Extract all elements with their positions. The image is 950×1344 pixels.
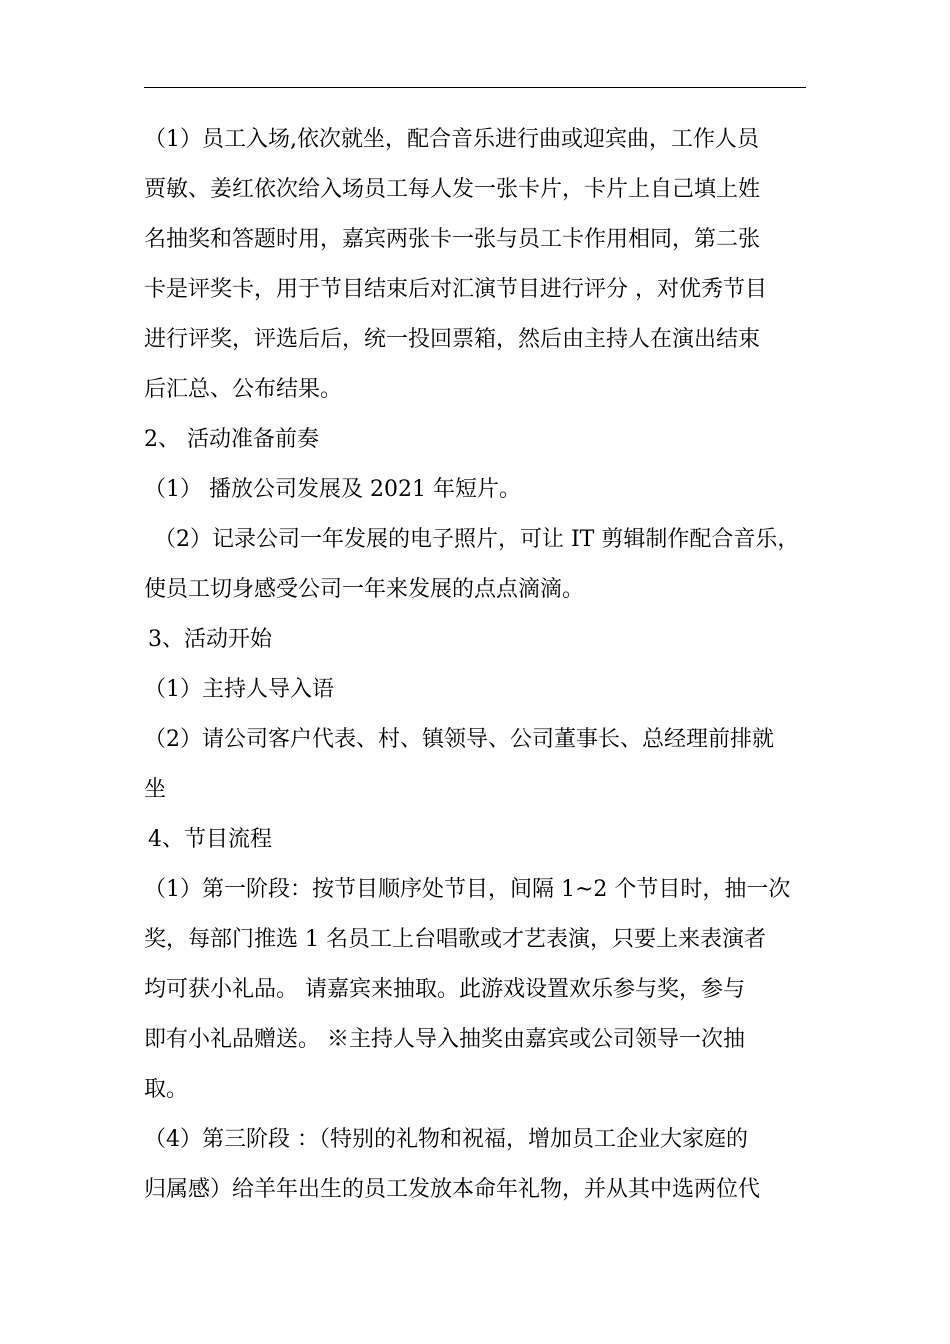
paragraph-line: 进行评奖，评选后后，统一投回票箱，然后由主持人在演出结束 — [144, 327, 761, 352]
list-item: （2）请公司客户代表、村、镇领导、公司董事长、总经理前排就 — [144, 727, 774, 752]
paragraph-line: 归属感）给羊年出生的员工发放本命年礼物，并从其中选两位代 — [144, 1177, 761, 1202]
paragraph-line: 坐 — [144, 777, 167, 802]
list-item: （1）主持人导入语 — [144, 677, 334, 702]
list-item: （1） 播放公司发展及 2021 年短片。 — [144, 477, 521, 502]
paragraph-line: 均可获小礼品。 请嘉宾来抽取。此游戏设置欢乐参与奖，参与 — [144, 977, 745, 1002]
section-heading: 3、活动开始 — [148, 627, 272, 652]
list-item: （2）记录公司一年发展的电子照片，可让 IT 剪辑制作配合音乐， — [154, 527, 800, 552]
paragraph-line: 名抽奖和答题时用，嘉宾两张卡一张与员工卡作用相同，第二张 — [144, 227, 761, 252]
paragraph-line: 贾敏、姜红依次给入场员工每人发一张卡片，卡片上自己填上姓 — [144, 177, 761, 202]
section-heading: 2、 活动准备前奏 — [144, 427, 319, 452]
paragraph-line: 使员工切身感受公司一年来发展的点点滴滴。 — [144, 577, 585, 602]
paragraph-line: 后汇总、公布结果。 — [144, 377, 343, 402]
paragraph-line: 取。 — [144, 1077, 189, 1102]
document-body — [144, 115, 812, 1215]
paragraph-line: 奖，每部门推选 1 名员工上台唱歌或才艺表演，只要上来表演者 — [144, 927, 766, 952]
paragraph-line: （1）员工入场,依次就坐，配合音乐进行曲或迎宾曲，工作人员 — [144, 127, 759, 152]
header-rule — [144, 87, 806, 88]
paragraph-line: 卡是评奖卡，用于节目结束后对汇演节目进行评分 ，对优秀节目 — [144, 277, 767, 302]
list-item: （4）第三阶段 ：（特别的礼物和祝福，增加员工企业大家庭的 — [144, 1127, 748, 1152]
section-heading: 4、节目流程 — [148, 827, 272, 852]
paragraph-line: 即有小礼品赠送。 ※主持人导入抽奖由嘉宾或公司领导一次抽 — [144, 1027, 745, 1052]
list-item: （1）第一阶段：按节目顺序处节目，间隔 1~2 个节目时，抽一次 — [144, 877, 791, 902]
